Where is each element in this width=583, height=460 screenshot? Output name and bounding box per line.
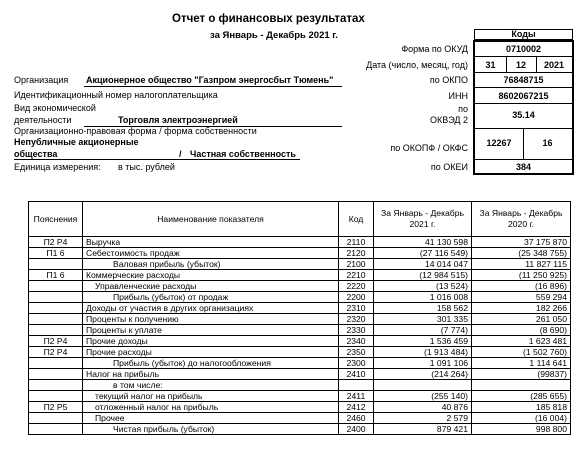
row-current-value: 40 876 [374,402,472,413]
row-previous-value: 1 623 481 [472,336,571,347]
form-value-2: общества [14,149,58,159]
okopf-label: по ОКОПФ / ОКФС [390,143,468,153]
row-code: 2210 [339,270,374,281]
okved-value: 35.14 [512,110,535,120]
financial-results-table [28,201,571,435]
row-code: 2320 [339,314,374,325]
table-row [29,281,571,292]
row-previous-value: (11 250 925) [472,270,571,281]
row-current-value: (1 913 484) [374,347,472,358]
row-name: Чистая прибыль (убыток) [83,424,339,435]
table-row [29,248,571,259]
row-current-value: (12 984 515) [374,270,472,281]
table-row [29,369,571,380]
row-previous-value: (8 690) [472,325,571,336]
row-current-value: 41 130 598 [374,237,472,248]
row-name: Налог на прибыль [83,369,339,380]
row-note: П1 6 [29,270,83,281]
report-title: Отчет о финансовых результатах [172,13,365,25]
table-row [29,413,571,424]
okpo-label: по ОКПО [429,75,468,85]
row-previous-value: (25 348 755) [472,248,571,259]
row-note [29,424,83,435]
col-current-period: За Январь - Декабрь 2021 г. [374,202,472,237]
row-previous-value: (16 004) [472,413,571,424]
row-name: в том числе: [83,380,339,391]
row-previous-value: 182 266 [472,303,571,314]
unit-label: Единица измерения: [14,162,101,172]
row-current-value: 1 536 459 [374,336,472,347]
form-value-3: Частная собственность [190,149,296,159]
row-note: П2 Р4 [29,347,83,358]
table-row [29,314,571,325]
col-code: Код [339,202,374,237]
okud-value: 0710002 [505,44,542,54]
okpo-value: 76848715 [503,75,544,85]
activity-value: Торговля электроэнергией [118,115,238,125]
table-header-row [29,202,571,237]
codes-header: Коды [511,29,536,39]
row-code: 2330 [339,325,374,336]
table-row [29,336,571,347]
okved-label-1: по [458,104,468,114]
row-code [339,380,374,391]
row-note: П2 Р4 [29,237,83,248]
row-code: 2220 [339,281,374,292]
row-current-value: (255 140) [374,391,472,402]
row-name: текущий налог на прибыль [83,391,339,402]
row-note [29,325,83,336]
row-code: 2200 [339,292,374,303]
row-name: Управленческие расходы [83,281,339,292]
row-previous-value: 11 827 115 [472,259,571,270]
row-name: Себестоимость продаж [83,248,339,259]
row-code: 2110 [339,237,374,248]
form-separator: / [179,149,182,159]
col-previous-period: За Январь - Декабрь 2020 г. [472,202,571,237]
table-row [29,292,571,303]
row-code: 2120 [339,248,374,259]
row-name: Прочее [83,413,339,424]
row-previous-value: 998 800 [472,424,571,435]
row-name: Проценты к получению [83,314,339,325]
row-note [29,259,83,270]
row-note [29,314,83,325]
row-name: Валовая прибыль (убыток) [83,259,339,270]
row-previous-value: (1 502 760) [472,347,571,358]
row-note: П2 Р4 [29,336,83,347]
date-day: 31 [485,60,496,70]
row-current-value: (214 264) [374,369,472,380]
date-label: Дата (число, месяц, год) [366,60,468,70]
table-row [29,259,571,270]
row-current-value: (7 774) [374,325,472,336]
row-current-value: (27 116 549) [374,248,472,259]
row-code: 2460 [339,413,374,424]
inn-label: Идентификационный номер налогоплательщика [14,90,218,100]
row-code: 2400 [339,424,374,435]
row-current-value: (13 524) [374,281,472,292]
row-note [29,391,83,402]
codes-header-cell [474,29,573,40]
row-note [29,369,83,380]
table-row [29,303,571,314]
table-row [29,270,571,281]
row-current-value: 1 091 106 [374,358,472,369]
row-note [29,413,83,424]
row-current-value: 1 016 008 [374,292,472,303]
unit-value: в тыс. рублей [118,162,175,172]
row-code: 2340 [339,336,374,347]
okopf-value: 12267 [486,138,512,148]
table-row [29,402,571,413]
row-note [29,358,83,369]
row-name: Доходы от участия в других организациях [83,303,339,314]
col-name: Наименование показателя [83,202,339,237]
row-name: Прочие расходы [83,347,339,358]
okved-label-2: ОКВЭД 2 [429,115,468,125]
row-code: 2350 [339,347,374,358]
row-previous-value: 37 175 870 [472,237,571,248]
form-label: Организационно-правовая форма / форма собственности [14,126,257,136]
row-code: 2100 [339,259,374,270]
form-value-1: Непубличные акционерные [14,137,139,147]
table-row [29,237,571,248]
row-note: П2 Р5 [29,402,83,413]
row-code: 2411 [339,391,374,402]
row-name: Выручка [83,237,339,248]
row-previous-value: (99837) [472,369,571,380]
row-note [29,281,83,292]
row-previous-value [472,380,571,391]
table-row [29,325,571,336]
activity-label-1: Вид экономической [14,103,96,113]
row-previous-value: 261 050 [472,314,571,325]
inn-code-label: ИНН [448,91,468,101]
table-row [29,424,571,435]
date-month: 12 [515,60,526,70]
okfs-value: 16 [542,138,553,148]
row-name: Коммерческие расходы [83,270,339,281]
row-name: Прибыль (убыток) до налогообложения [83,358,339,369]
row-current-value: 2 579 [374,413,472,424]
row-name: Проценты к уплате [83,325,339,336]
row-current-value: 879 421 [374,424,472,435]
col-notes: Пояснения [29,202,83,237]
table-row [29,380,571,391]
row-previous-value: (285 655) [472,391,571,402]
table-row [29,347,571,358]
row-current-value: 158 562 [374,303,472,314]
row-previous-value: 1 114 641 [472,358,571,369]
row-code: 2412 [339,402,374,413]
table-row [29,358,571,369]
inn-value: 8602067215 [498,91,549,101]
date-year: 2021 [543,60,565,70]
report-period: за Январь - Декабрь 2021 г. [210,30,338,41]
row-current-value [374,380,472,391]
org-value: Акционерное общество "Газпром энергосбыт Тюмень" [86,75,334,85]
row-name: Прочие доходы [83,336,339,347]
row-code: 2410 [339,369,374,380]
row-note [29,303,83,314]
row-name: Прибыль (убыток) от продаж [83,292,339,303]
okei-label: по ОКЕИ [430,162,468,172]
row-previous-value: 185 818 [472,402,571,413]
org-label: Организация [14,75,69,85]
row-current-value: 14 014 047 [374,259,472,270]
row-current-value: 301 335 [374,314,472,325]
row-note [29,380,83,391]
row-name: отложенный налог на прибыль [83,402,339,413]
activity-label-2: деятельности [14,115,72,125]
row-note [29,292,83,303]
okud-label: Форма по ОКУД [401,44,468,54]
table-row [29,391,571,402]
row-previous-value: (16 896) [472,281,571,292]
row-code: 2310 [339,303,374,314]
okei-value: 384 [515,162,532,172]
row-previous-value: 559 294 [472,292,571,303]
row-code: 2300 [339,358,374,369]
row-note: П1 6 [29,248,83,259]
